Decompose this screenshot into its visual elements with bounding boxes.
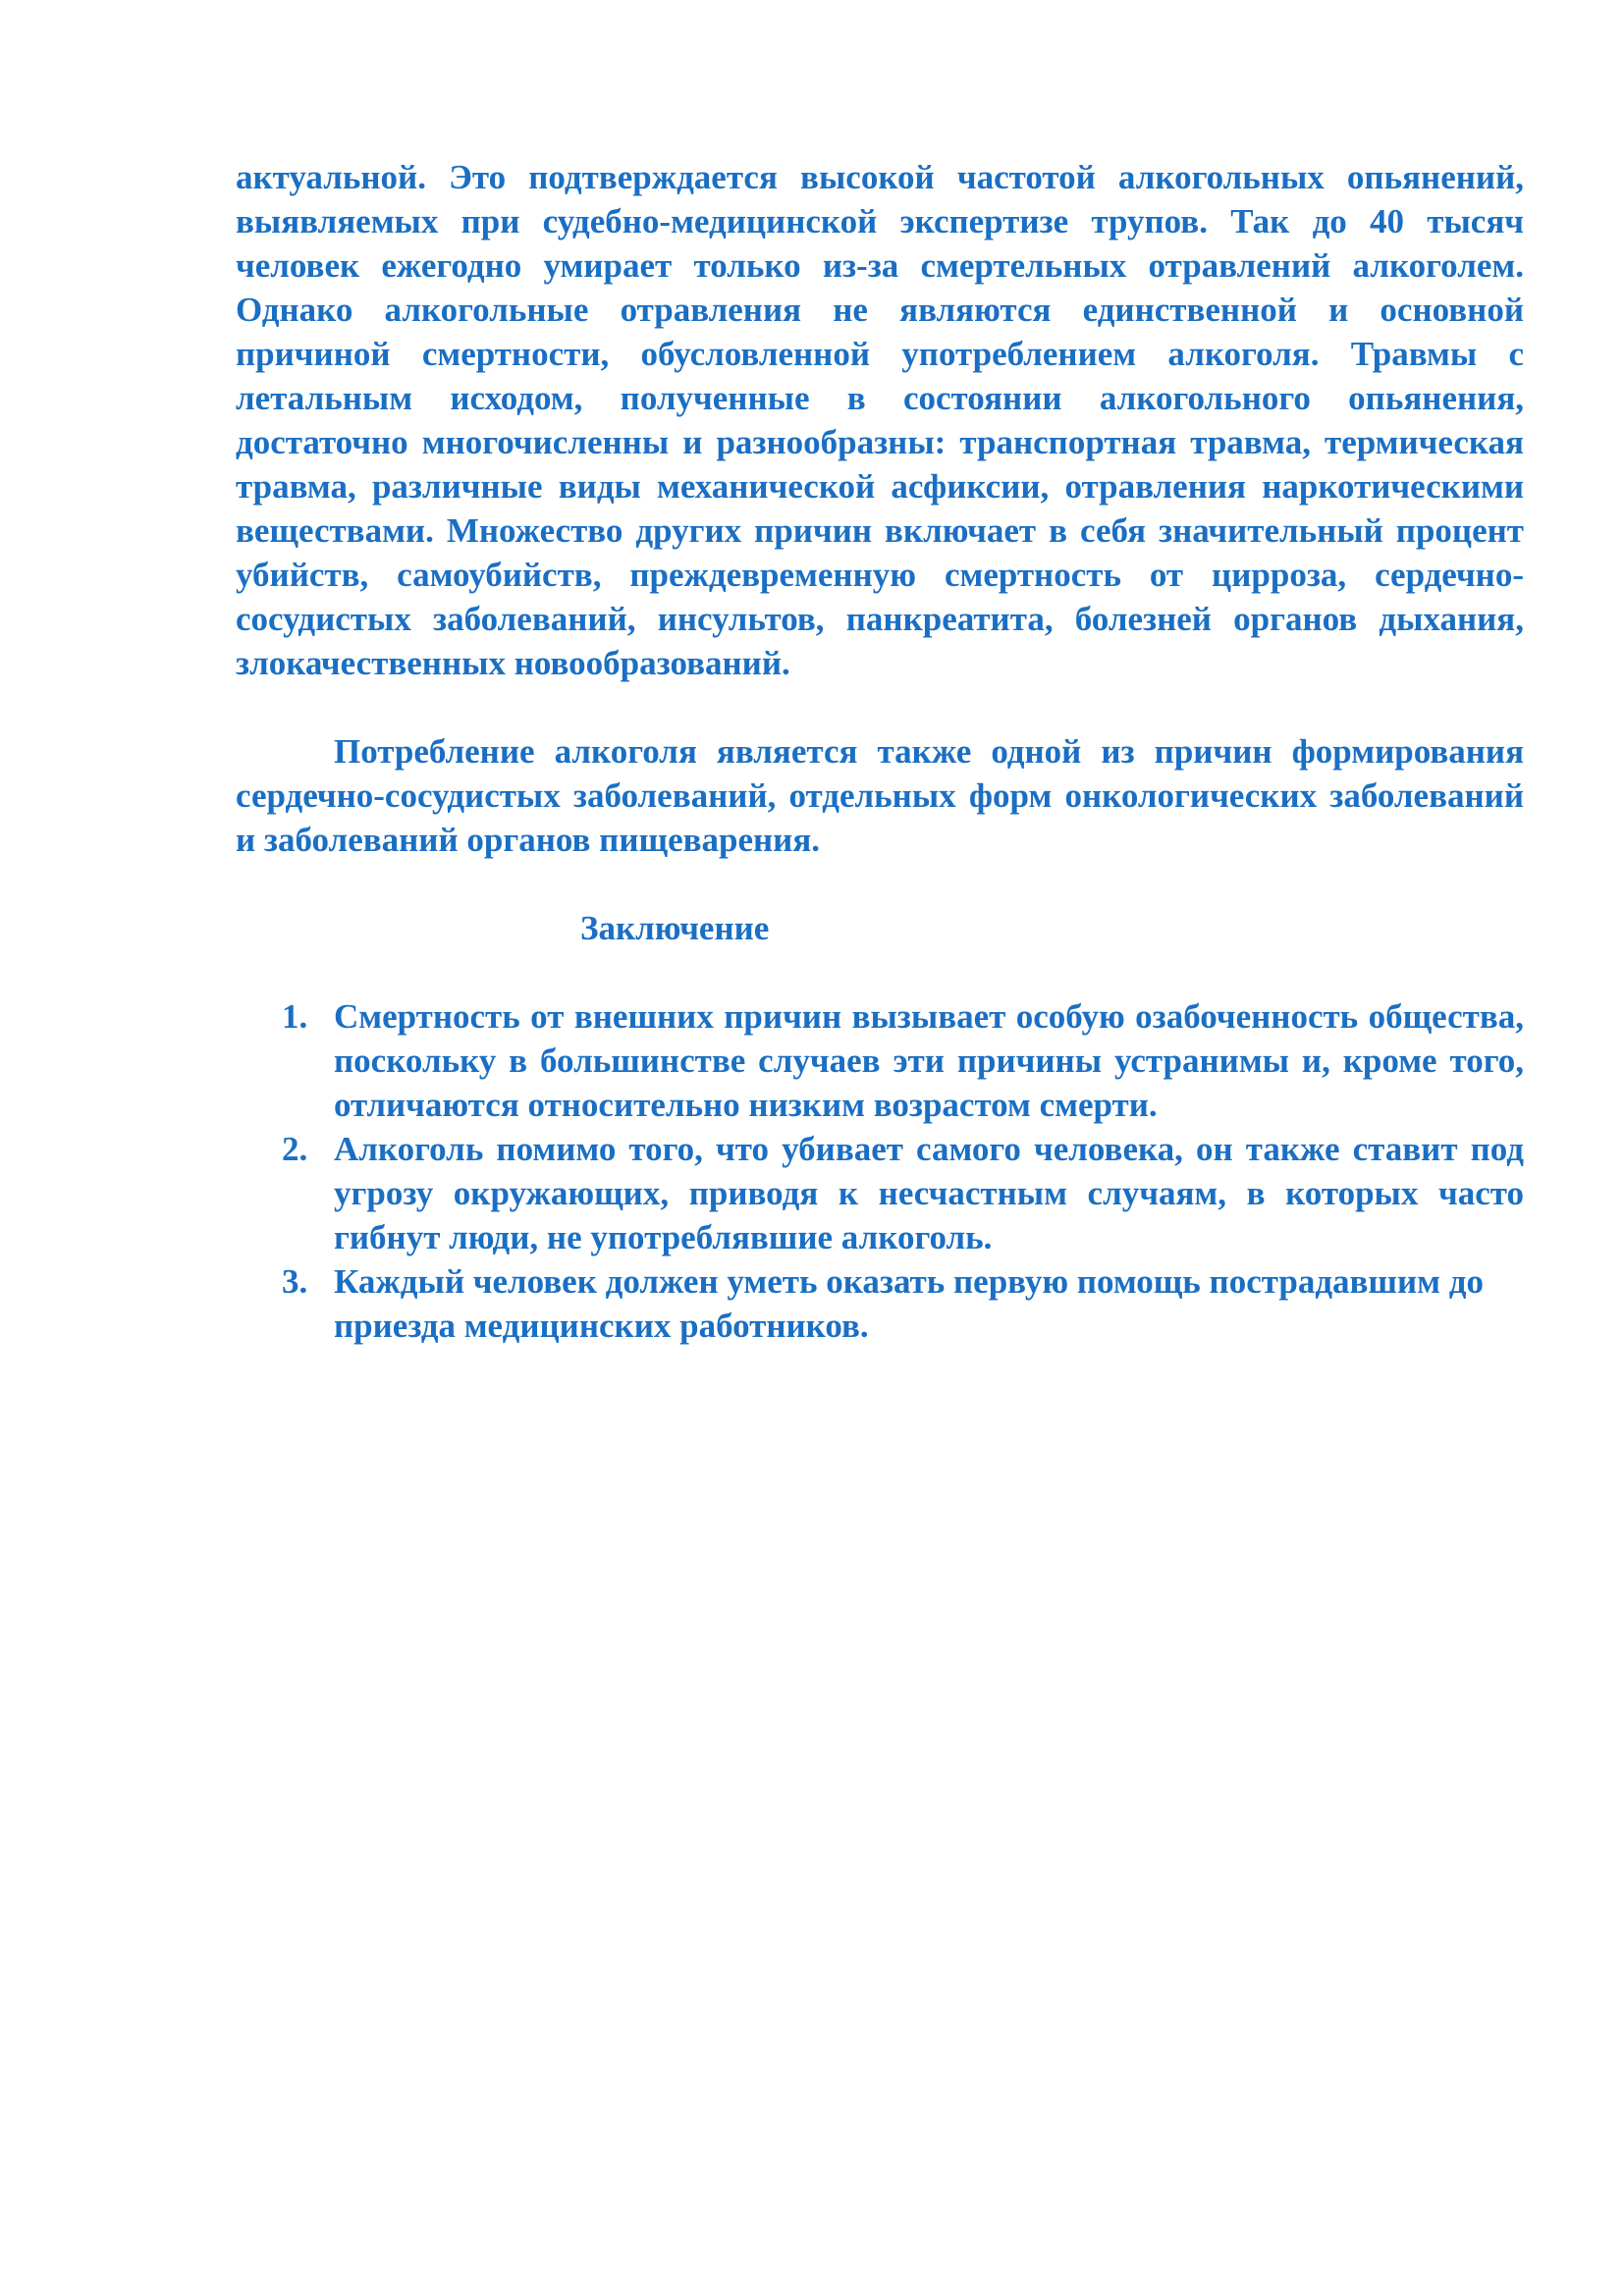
conclusion-list-item — [236, 1127, 1524, 1259]
conclusion-list — [236, 994, 1524, 1348]
body-paragraph: актуальной. Это подтверждается высокой частотой алкогольных опьянений, выявляемых при судебно-медицинской экспертизе трупов. Так до 40 тысяч человек ежегодно умирает только из-за смертельных отравлений алкоголем. Однако алкогольные отравления не являются единственной и основной причиной смертности, обусловленной употреблением алкоголя. Травмы с летальным исходом, полученные в состоянии алкогольного опьянения, достаточно многочисленны и разнообразны: транспортная травма, термическая травма, различные виды механической асфиксии, отравления наркотическими веществами. Множество других причин включает в себя значительный процент убийств, самоубийств, преждевременную смертность от цирроза, сердечно-сосудистых заболеваний, инсультов, панкреатита, болезней органов дыхания, злокачественных новообразований. — [236, 158, 1524, 682]
list-item-text: Каждый человек должен уметь оказать первую помощь пострадавшим до приезда медицинских работников. — [334, 1262, 1484, 1345]
conclusion-list-item — [236, 994, 1524, 1127]
list-item-number: 3. — [282, 1262, 308, 1301]
conclusion-heading: Заключение — [580, 909, 770, 947]
list-item-text: Смертность от внешних причин вызывает особую озабоченность общества, поскольку в большинстве случаев эти причины устранимы и, кроме того, отличаются относительно низким возрастом смерти. — [334, 997, 1524, 1124]
body-paragraph: Потребление алкоголя является также одной из причин формирования сердечно-сосудистых заболеваний, отдельных форм онкологических заболеваний и заболеваний органов пищеварения. — [236, 732, 1524, 859]
conclusion-list-item — [236, 1259, 1524, 1348]
list-item-number: 1. — [282, 997, 308, 1036]
list-item-number: 2. — [282, 1130, 308, 1168]
document-body — [236, 155, 1524, 1348]
list-item-text: Алкоголь помимо того, что убивает самого человека, он также ставит под угрозу окружающих, приводя к несчастным случаям, в которых часто гибнут люди, не употреблявшие алкоголь. — [334, 1130, 1524, 1256]
